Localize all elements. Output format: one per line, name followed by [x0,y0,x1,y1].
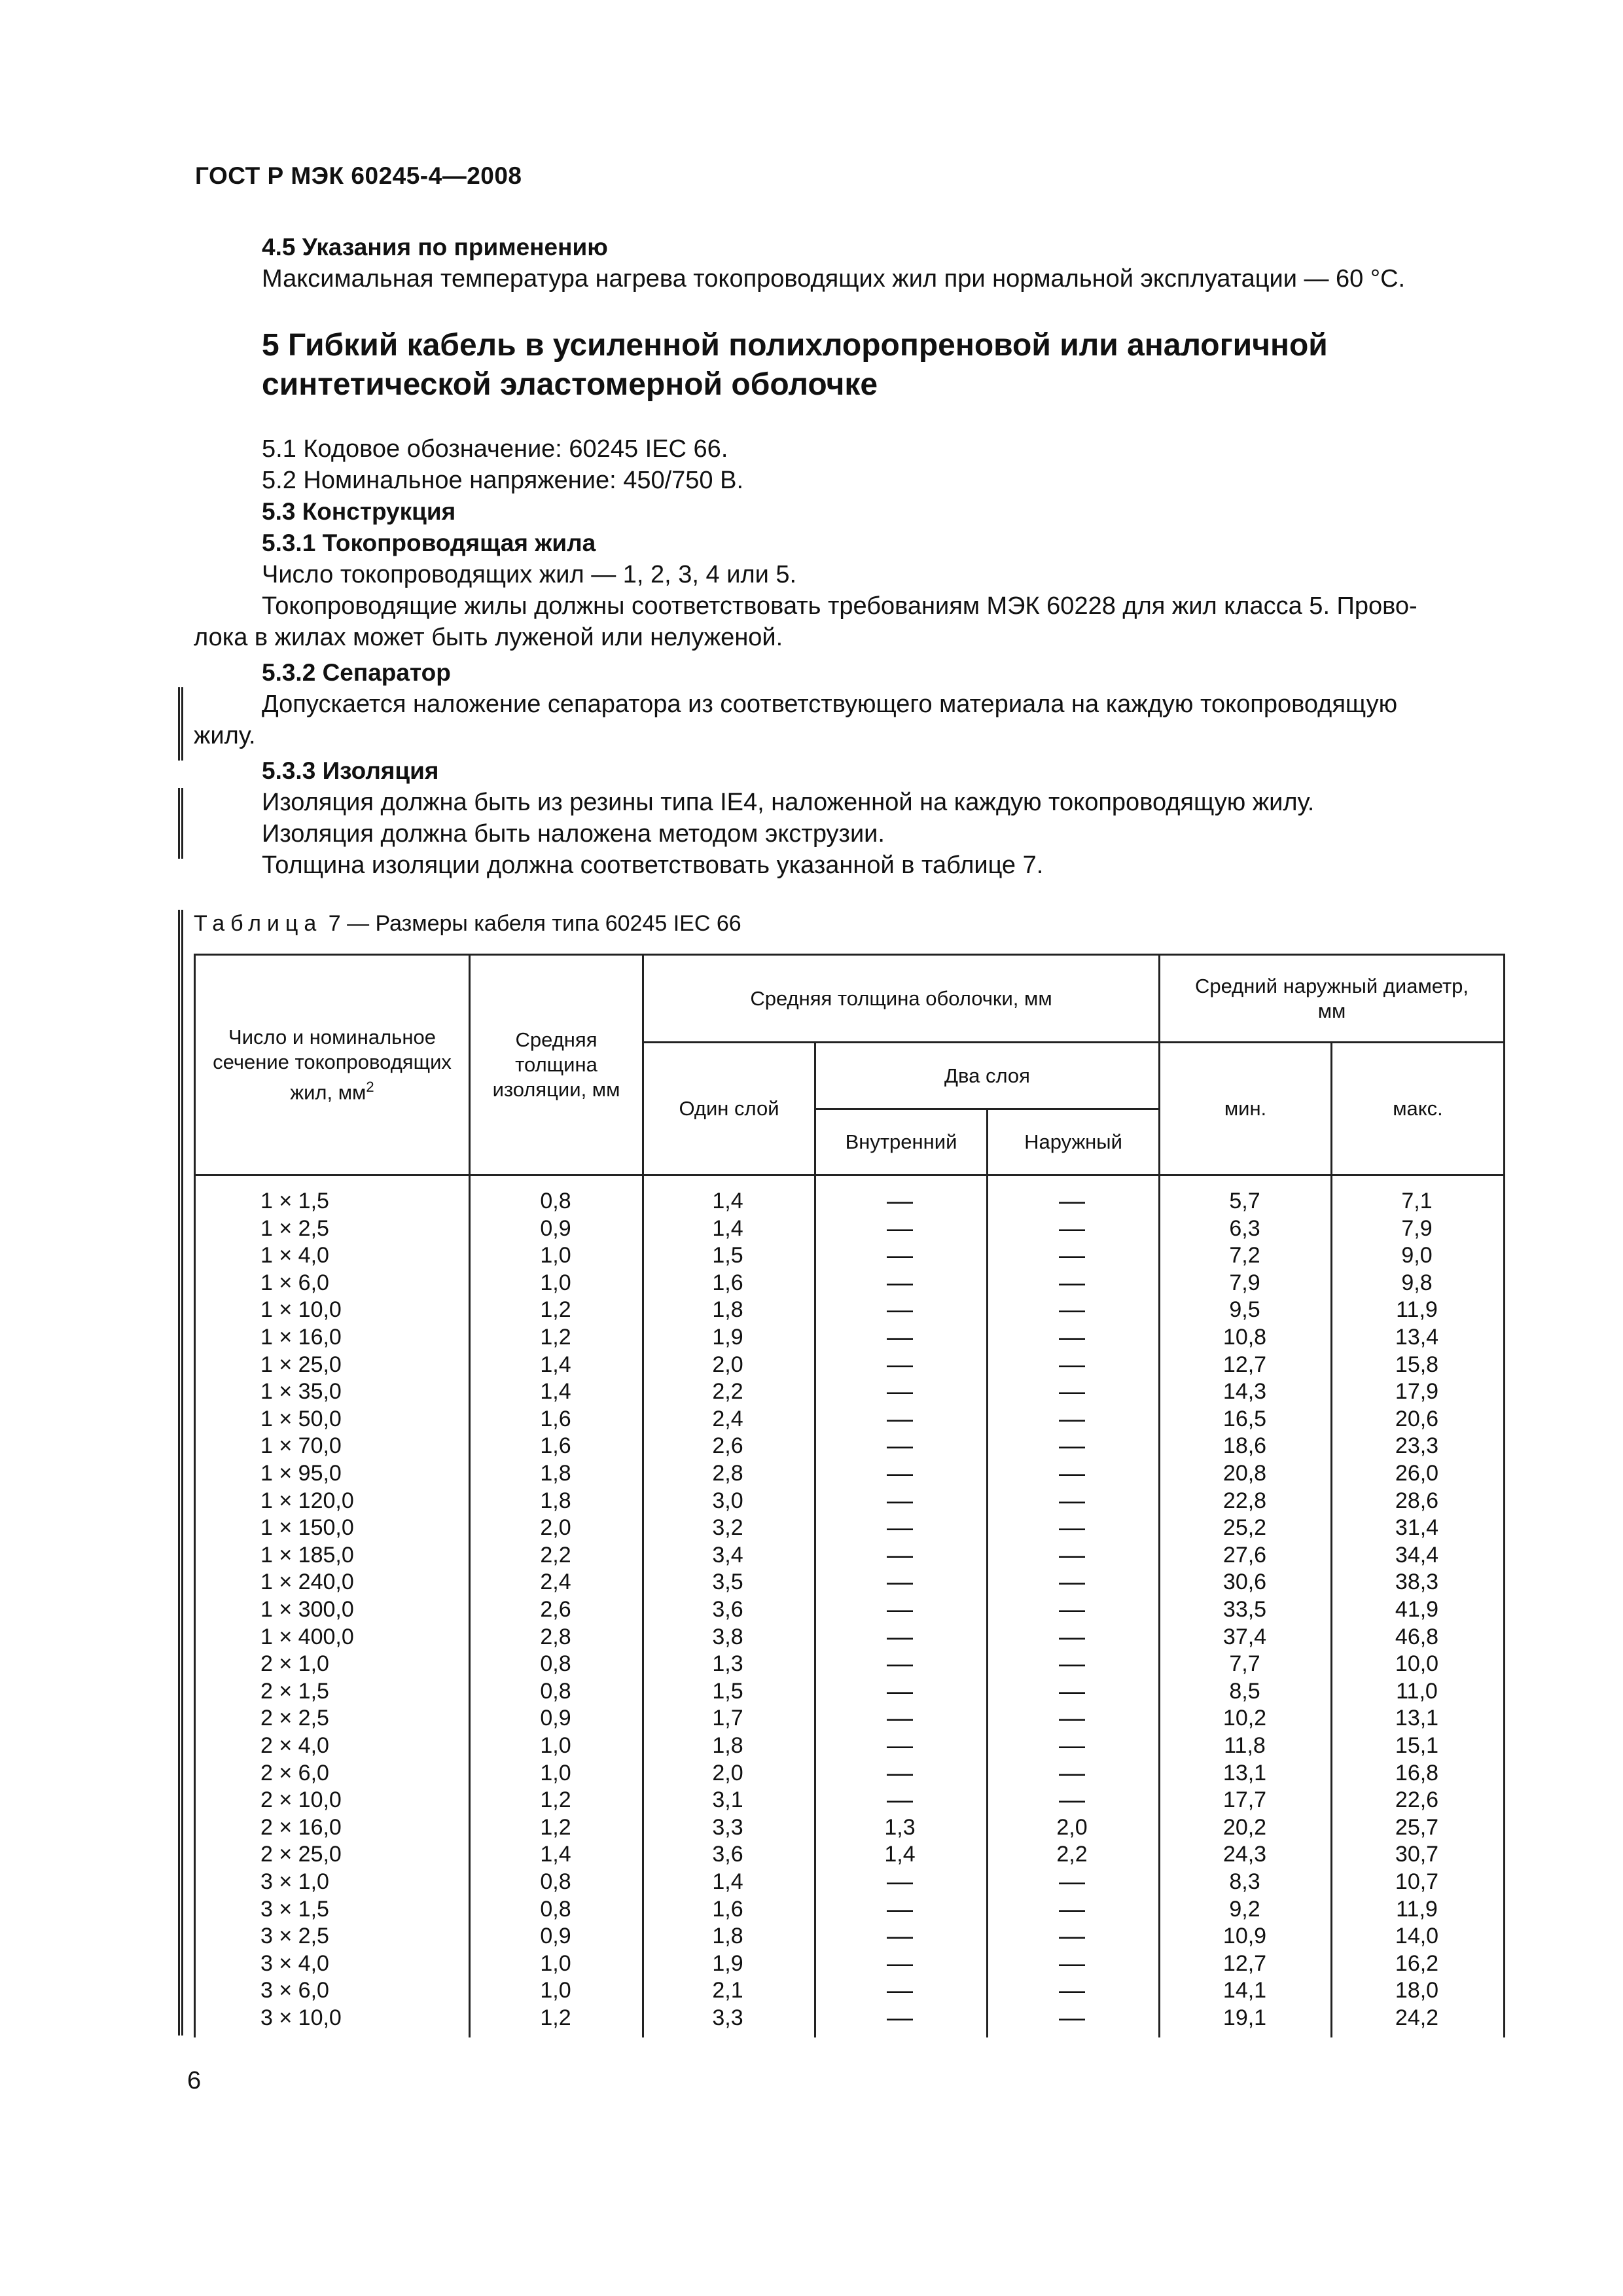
header-insulation-thickness: Средняя толщина изоляции, мм [492,1028,620,1101]
cell-diameter-max: 9,0 [1401,1243,1433,1268]
table-rule [194,1174,1505,1176]
cell-insulation: 2,8 [540,1624,571,1649]
cell-single-layer: 1,3 [712,1651,743,1677]
cell-single-layer: 1,7 [712,1706,743,1731]
cell-diameter-min: 12,7 [1222,1950,1267,1976]
cell-inner-layer: — [887,1323,913,1352]
header-conductor-count-section [196,956,469,1174]
table-caption [194,911,741,937]
cell-insulation: 1,0 [540,1270,571,1295]
cell-diameter-min: 37,4 [1222,1624,1267,1649]
cell-section: 2 × 10,0 [260,1787,342,1813]
cell-section: 3 × 1,0 [260,1869,329,1894]
cell-outer-layer: — [1059,1350,1085,1379]
cell-diameter-min: 11,8 [1224,1733,1266,1758]
cell-single-layer: 2,2 [712,1379,743,1405]
header-col1-sup: 2 [366,1078,374,1095]
cell-diameter-max: 11,9 [1396,1297,1438,1323]
cell-section: 1 × 50,0 [260,1406,342,1431]
cell-inner-layer: — [887,1758,913,1787]
cell-section: 1 × 240,0 [260,1570,354,1595]
cell-outer-layer: — [1059,1377,1085,1407]
cell-single-layer: 3,3 [712,1814,743,1840]
cell-outer-layer: — [1059,1213,1085,1243]
cell-outer-layer: — [1059,1948,1085,1978]
cell-diameter-min: 19,1 [1222,2005,1267,2030]
cell-inner-layer: — [887,1867,913,1896]
cell-single-layer: 3,0 [712,1488,743,1513]
cell-inner-layer: — [887,1213,913,1243]
cell-single-layer: 1,8 [712,1733,743,1758]
cell-diameter-min: 14,1 [1222,1978,1267,2003]
cell-section: 2 × 6,0 [260,1760,329,1785]
cell-section: 1 × 1,5 [260,1189,329,1213]
cell-insulation: 2,6 [540,1597,571,1622]
cell-section: 1 × 10,0 [260,1297,342,1323]
header-single-layer: Один слой [679,1097,779,1120]
cell-outer-layer: — [1059,1513,1085,1543]
para-5-3-2-title: 5.3.2 Сепаратор [262,659,451,686]
para-5-3-1-title: 5.3.1 Токопроводящая жила [262,529,596,556]
cell-inner-layer: 1,4 [884,1842,916,1867]
cell-inner-layer: — [887,1595,913,1624]
para-5-3-1-line2: Токопроводящие жилы должны соответствовать требованиям МЭК 60228 для жил класса 5. Прово- [262,592,1418,620]
header-sheath-thickness: Средняя толщина оболочки, мм [750,986,1052,1010]
cell-insulation: 1,2 [540,1814,571,1840]
cell-diameter-min: 7,2 [1229,1243,1260,1268]
cell-diameter-max: 20,6 [1395,1406,1439,1431]
para-5-3-3-line1: Изоляция должна быть из резины типа IE4, наложенной на каждую токопроводящую жилу. [262,789,1315,816]
table-caption-text: 7 — Размеры кабеля типа 60245 IEC 66 [322,911,741,936]
cell-diameter-min: 9,5 [1229,1297,1260,1323]
cell-diameter-min: 10,9 [1222,1924,1267,1949]
cell-diameter-min: 30,6 [1222,1570,1267,1595]
cell-outer-layer: — [1059,1295,1085,1325]
cell-inner-layer: — [887,1431,913,1461]
cell-inner-layer: — [887,2003,913,2032]
header-outer-diameter: Средний наружный диаметр, мм [1194,974,1469,1022]
cell-section: 1 × 35,0 [260,1379,342,1405]
cell-inner-layer: — [887,1404,913,1433]
cell-diameter-max: 13,4 [1395,1325,1439,1350]
cell-outer-layer: — [1059,1459,1085,1488]
cell-insulation: 1,4 [540,1842,571,1867]
section-5-title-line1: 5 Гибкий кабель в усиленной полихлоропреновой или аналогичной [262,328,1328,363]
cell-diameter-min: 27,6 [1222,1542,1267,1568]
cell-single-layer: 3,1 [712,1787,743,1813]
cell-insulation: 1,4 [540,1379,571,1405]
cell-inner-layer: — [887,1894,913,1924]
cell-section: 1 × 150,0 [260,1515,354,1541]
cell-diameter-min: 10,2 [1222,1706,1267,1731]
cell-inner-layer: — [887,1731,913,1760]
cell-diameter-min: 20,2 [1222,1814,1267,1840]
cell-diameter-max: 41,9 [1395,1597,1439,1622]
page-number: 6 [187,2067,202,2094]
cell-diameter-min: 7,9 [1229,1270,1260,1295]
para-5-3-2-line2: жилу. [194,722,256,749]
header-conductor-count-section-label [213,1025,452,1105]
para-5-2: 5.2 Номинальное напряжение: 450/750 В. [262,467,744,494]
cell-section: 2 × 1,5 [260,1678,329,1704]
cell-insulation: 1,2 [540,1297,571,1323]
cell-diameter-min: 6,3 [1229,1215,1260,1241]
cell-diameter-max: 11,9 [1396,1896,1438,1922]
cell-diameter-max: 18,0 [1395,1978,1439,2003]
cell-single-layer: 1,4 [712,1869,743,1894]
cell-section: 1 × 400,0 [260,1624,354,1649]
cell-diameter-max: 30,7 [1395,1842,1439,1867]
revision-bar [178,910,183,2036]
cell-diameter-max: 17,9 [1395,1379,1439,1405]
cell-diameter-min: 9,2 [1229,1896,1260,1922]
cell-single-layer: 3,6 [712,1842,743,1867]
cell-inner-layer: — [887,1486,913,1515]
cell-outer-layer: — [1059,1622,1085,1651]
cell-single-layer: 3,8 [712,1624,743,1649]
cell-diameter-max: 11,0 [1396,1678,1438,1704]
cell-diameter-min: 12,7 [1222,1352,1267,1377]
cell-diameter-min: 8,3 [1229,1869,1260,1894]
cell-outer-layer: — [1059,1323,1085,1352]
cell-outer-layer: — [1059,1731,1085,1760]
cell-diameter-max: 25,7 [1395,1814,1439,1840]
cell-diameter-max: 15,1 [1395,1733,1439,1758]
cell-inner-layer: — [887,1350,913,1379]
cell-inner-layer: — [887,1187,913,1215]
cell-single-layer: 1,9 [712,1950,743,1976]
cell-inner-layer: — [887,1976,913,2005]
cell-outer-layer: — [1059,1649,1085,1679]
cell-diameter-max: 9,8 [1401,1270,1433,1295]
cell-section: 1 × 16,0 [260,1325,342,1350]
cell-insulation: 1,4 [540,1352,571,1377]
cell-diameter-max: 31,4 [1395,1515,1439,1541]
cell-inner-layer: — [887,1241,913,1270]
table-rule [1503,954,1505,2037]
header-outer-layer: Наружный [1024,1130,1122,1153]
cell-inner-layer: — [887,1649,913,1679]
cell-inner-layer: — [887,1268,913,1297]
cell-insulation: 1,8 [540,1488,571,1513]
cell-single-layer: 3,6 [712,1597,743,1622]
cell-diameter-min: 8,5 [1229,1678,1260,1704]
cell-insulation: 1,0 [540,1950,571,1976]
cell-outer-layer: — [1059,1976,1085,2005]
cell-inner-layer: — [887,1704,913,1733]
cell-insulation: 1,8 [540,1461,571,1486]
cell-diameter-max: 22,6 [1395,1787,1439,1813]
cell-diameter-max: 23,3 [1395,1433,1439,1459]
cell-insulation: 1,6 [540,1433,571,1459]
cell-diameter-min: 25,2 [1222,1515,1267,1541]
cell-insulation: 1,0 [540,1760,571,1785]
cell-insulation: 2,0 [540,1515,571,1541]
revision-bar [178,788,183,859]
cell-diameter-min: 5,7 [1229,1189,1260,1213]
cell-single-layer: 1,5 [712,1243,743,1268]
cell-diameter-min: 10,8 [1222,1325,1267,1350]
cell-inner-layer: — [887,1948,913,1978]
cell-inner-layer: 1,3 [884,1814,916,1840]
cell-outer-layer: — [1059,1241,1085,1270]
cell-section: 1 × 25,0 [260,1352,342,1377]
cell-outer-layer: — [1059,1568,1085,1597]
cell-section: 2 × 1,0 [260,1651,329,1677]
cable-dimensions-table [194,954,1505,2037]
cell-single-layer: 1,4 [712,1189,743,1213]
cell-outer-layer: — [1059,1676,1085,1706]
header-col1-line-a: Число и номинальное [228,1025,436,1049]
cell-outer-layer: — [1059,1867,1085,1896]
cell-diameter-min: 7,7 [1229,1651,1260,1677]
para-5-3-3-title: 5.3.3 Изоляция [262,757,439,784]
cell-diameter-max: 14,0 [1395,1924,1439,1949]
cell-section: 1 × 2,5 [260,1215,329,1241]
cell-inner-layer: — [887,1676,913,1706]
header-col1-line-b: сечение токопроводящих [213,1050,452,1073]
section-4-5-text: Максимальная температура нагрева токопроводящих жил при нормальной эксплуатации — 60 °С. [262,265,1406,293]
cell-section: 3 × 6,0 [260,1978,329,2003]
cell-outer-layer: 2,2 [1056,1842,1088,1867]
cell-diameter-max: 28,6 [1395,1488,1439,1513]
cell-diameter-max: 10,7 [1395,1869,1439,1894]
cell-insulation: 2,2 [540,1542,571,1568]
cell-outer-layer: 2,0 [1056,1814,1088,1840]
cell-diameter-max: 24,2 [1395,2005,1439,2030]
cell-outer-layer: — [1059,1785,1085,1815]
cell-diameter-min: 20,8 [1222,1461,1267,1486]
cell-section: 1 × 120,0 [260,1488,354,1513]
cell-diameter-min: 13,1 [1222,1760,1267,1785]
cell-outer-layer: — [1059,2003,1085,2032]
cell-insulation: 1,0 [540,1733,571,1758]
header-inner-layer: Внутренний [845,1130,957,1153]
cell-outer-layer: — [1059,1486,1085,1515]
cell-outer-layer: — [1059,1922,1085,1951]
cell-diameter-max: 15,8 [1395,1352,1439,1377]
cell-section: 1 × 70,0 [260,1433,342,1459]
cell-diameter-max: 7,9 [1401,1215,1433,1241]
table-rule [814,1041,816,2037]
cell-section: 2 × 4,0 [260,1733,329,1758]
cell-single-layer: 2,1 [712,1978,743,2003]
cell-diameter-min: 16,5 [1222,1406,1267,1431]
cell-section: 3 × 10,0 [260,2005,342,2030]
cell-inner-layer: — [887,1540,913,1570]
cell-section: 3 × 1,5 [260,1896,329,1922]
cell-single-layer: 1,5 [712,1678,743,1704]
section-5-title-line2: синтетической эластомерной оболочке [262,367,878,402]
cell-insulation: 1,0 [540,1243,571,1268]
cell-section: 1 × 6,0 [260,1270,329,1295]
cell-section: 3 × 2,5 [260,1924,329,1949]
para-5-3-1-line3: лока в жилах может быть луженой или нелуженой. [194,624,783,651]
cell-diameter-max: 38,3 [1395,1570,1439,1595]
document-header: ГОСТ Р МЭК 60245-4—2008 [195,162,522,189]
cell-section: 1 × 95,0 [260,1461,342,1486]
cell-inner-layer: — [887,1922,913,1951]
cell-diameter-min: 18,6 [1222,1433,1267,1459]
cell-inner-layer: — [887,1295,913,1325]
cell-diameter-max: 26,0 [1395,1461,1439,1486]
cell-diameter-max: 46,8 [1395,1624,1439,1649]
cell-inner-layer: — [887,1785,913,1815]
cell-single-layer: 1,6 [712,1896,743,1922]
cell-single-layer: 1,6 [712,1270,743,1295]
cell-single-layer: 2,4 [712,1406,743,1431]
cell-single-layer: 1,9 [712,1325,743,1350]
cell-insulation: 1,2 [540,1787,571,1813]
cell-inner-layer: — [887,1459,913,1488]
cell-inner-layer: — [887,1568,913,1597]
cell-outer-layer: — [1059,1268,1085,1297]
cell-insulation: 2,4 [540,1570,571,1595]
cell-section: 3 × 4,0 [260,1950,329,1976]
cell-insulation: 0,8 [540,1896,571,1922]
para-5-1: 5.1 Кодовое обозначение: 60245 IEC 66. [262,435,728,463]
para-5-3-3-line2: Изоляция должна быть наложена методом экструзии. [262,820,885,848]
cell-insulation: 0,9 [540,1924,571,1949]
cell-diameter-min: 33,5 [1222,1597,1267,1622]
cell-single-layer: 1,8 [712,1924,743,1949]
cell-section: 2 × 25,0 [260,1842,342,1867]
cell-outer-layer: — [1059,1595,1085,1624]
cell-diameter-min: 14,3 [1222,1379,1267,1405]
cell-outer-layer: — [1059,1404,1085,1433]
cell-diameter-min: 17,7 [1222,1787,1267,1813]
cell-single-layer: 1,8 [712,1297,743,1323]
para-5-3-1-line1: Число токопроводящих жил — 1, 2, 3, 4 или 5. [262,561,797,588]
cell-diameter-max: 16,2 [1395,1950,1439,1976]
cell-inner-layer: — [887,1622,913,1651]
cell-diameter-min: 24,3 [1222,1842,1267,1867]
header-diameter-min: мин. [1224,1097,1267,1120]
cell-insulation: 0,9 [540,1706,571,1731]
header-diameter-max: макс. [1393,1097,1443,1120]
table-caption-prefix: Таблица [194,911,323,936]
cell-diameter-max: 16,8 [1395,1760,1439,1785]
cell-insulation: 0,9 [540,1215,571,1241]
cell-section: 2 × 16,0 [260,1814,342,1840]
cell-single-layer: 3,5 [712,1570,743,1595]
cell-single-layer: 2,0 [712,1760,743,1785]
cell-outer-layer: — [1059,1431,1085,1461]
section-4-5-title: 4.5 Указания по применению [262,234,608,260]
cell-section: 1 × 185,0 [260,1542,354,1568]
cell-outer-layer: — [1059,1187,1085,1215]
cell-insulation: 0,8 [540,1189,571,1213]
cell-single-layer: 3,2 [712,1515,743,1541]
header-col1-line-c: жил, мм [290,1081,366,1104]
cell-insulation: 1,6 [540,1406,571,1431]
cell-single-layer: 2,0 [712,1352,743,1377]
cell-diameter-max: 34,4 [1395,1542,1439,1568]
para-5-3-2-line1: Допускается наложение сепаратора из соответствующего материала на каждую токопроводящую [262,691,1398,718]
cell-inner-layer: — [887,1377,913,1407]
cell-single-layer: 2,6 [712,1433,743,1459]
cell-insulation: 1,2 [540,2005,571,2030]
para-5-3-title: 5.3 Конструкция [262,498,456,525]
cell-outer-layer: — [1059,1540,1085,1570]
cell-diameter-max: 10,0 [1395,1651,1439,1677]
cell-diameter-max: 7,1 [1401,1189,1433,1213]
header-two-layers: Два слоя [944,1064,1030,1087]
cell-outer-layer: — [1059,1894,1085,1924]
revision-bar [178,687,183,761]
cell-outer-layer: — [1059,1758,1085,1787]
cell-single-layer: 1,4 [712,1215,743,1241]
cell-inner-layer: — [887,1513,913,1543]
cell-section: 1 × 4,0 [260,1243,329,1268]
cell-single-layer: 3,4 [712,1542,743,1568]
cell-single-layer: 3,3 [712,2005,743,2030]
cell-insulation: 1,0 [540,1978,571,2003]
cell-insulation: 0,8 [540,1678,571,1704]
table-rule [986,1108,988,2037]
cell-diameter-min: 22,8 [1222,1488,1267,1513]
table-rule [1330,1041,1332,2037]
cell-diameter-max: 13,1 [1395,1706,1439,1731]
cell-section: 1 × 300,0 [260,1597,354,1622]
cell-outer-layer: — [1059,1704,1085,1733]
cell-single-layer: 2,8 [712,1461,743,1486]
cell-section: 2 × 2,5 [260,1706,329,1731]
cell-insulation: 1,2 [540,1325,571,1350]
cell-insulation: 0,8 [540,1869,571,1894]
para-5-3-3-line3: Толщина изоляции должна соответствовать указанной в таблице 7. [262,852,1044,879]
cell-insulation: 0,8 [540,1651,571,1677]
